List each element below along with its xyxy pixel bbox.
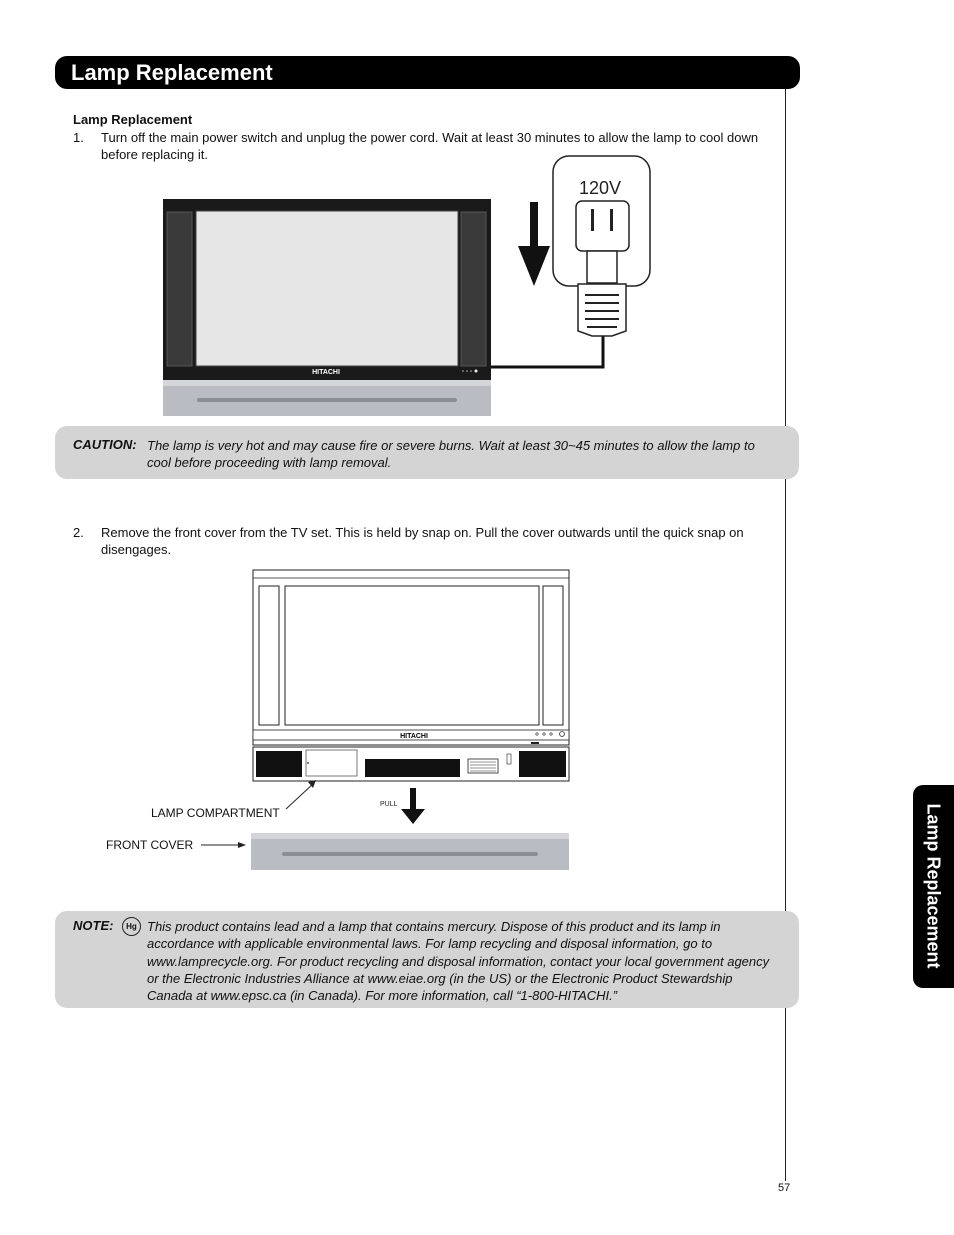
step-text: Turn off the main power switch and unplug the power cord. Wait at least 30 minutes to allow the lamp to cool down before replacing it. [101, 130, 759, 162]
note-text: This product contains lead and a lamp that contains mercury. Dispose of this product and its lamp in accordance with applicable environmental laws. For lamp recycling and disposal information, go to www.lamprecycle.org. For product recycling and disposal information, contact your local government agency or the Electronic Industries Alliance at www.eiae.org (in the US) or the Electronic Product Stewardship Canada at www.epsc.ca (in Canada). For more information, call “1-800-HITACHI.” [147, 919, 770, 1004]
figure-remove-cover [100, 566, 580, 874]
vertical-divider [785, 89, 786, 1181]
tv-line-drawing [253, 570, 569, 781]
down-arrow-icon [518, 202, 550, 286]
tv-brand-label: HITACHI [312, 369, 340, 376]
caution-label: CAUTION: [73, 437, 137, 452]
caution-box [55, 426, 799, 479]
note-label: NOTE: [73, 918, 114, 933]
side-tab-label: Lamp Replacement [923, 803, 944, 969]
front-cover-illustration [251, 833, 569, 870]
figure-unplug-tv [160, 152, 660, 420]
page-number: 57 [778, 1182, 791, 1194]
voltage-label: 120V [578, 178, 622, 198]
lamp-compartment-label: LAMP COMPARTMENT [151, 806, 280, 820]
caution-text: The lamp is very hot and may cause fire or severe burns. Wait at least 30~45 minutes to allow the lamp to cool before proceeding with lamp removal. [147, 438, 755, 471]
step-number: 2. [73, 525, 84, 540]
pull-arrow-icon [401, 788, 425, 824]
section-subtitle: Lamp Replacement [73, 112, 193, 127]
step-2 [73, 524, 773, 560]
step-text: Remove the front cover from the TV set. This is held by snap on. Pull the cover outwards until the quick snap on disengages. [101, 525, 744, 557]
page-header-title: Lamp Replacement [55, 56, 800, 89]
note-box [55, 911, 799, 1008]
tv-brand-label: HITACHI [400, 733, 428, 740]
tv-illustration [163, 199, 491, 416]
front-cover-label: FRONT COVER [106, 838, 194, 852]
mercury-hg-icon: Hg [122, 917, 141, 936]
step-number: 1. [73, 130, 84, 145]
pull-label: PULL [380, 801, 398, 808]
lamp-compartment-door [306, 750, 357, 776]
